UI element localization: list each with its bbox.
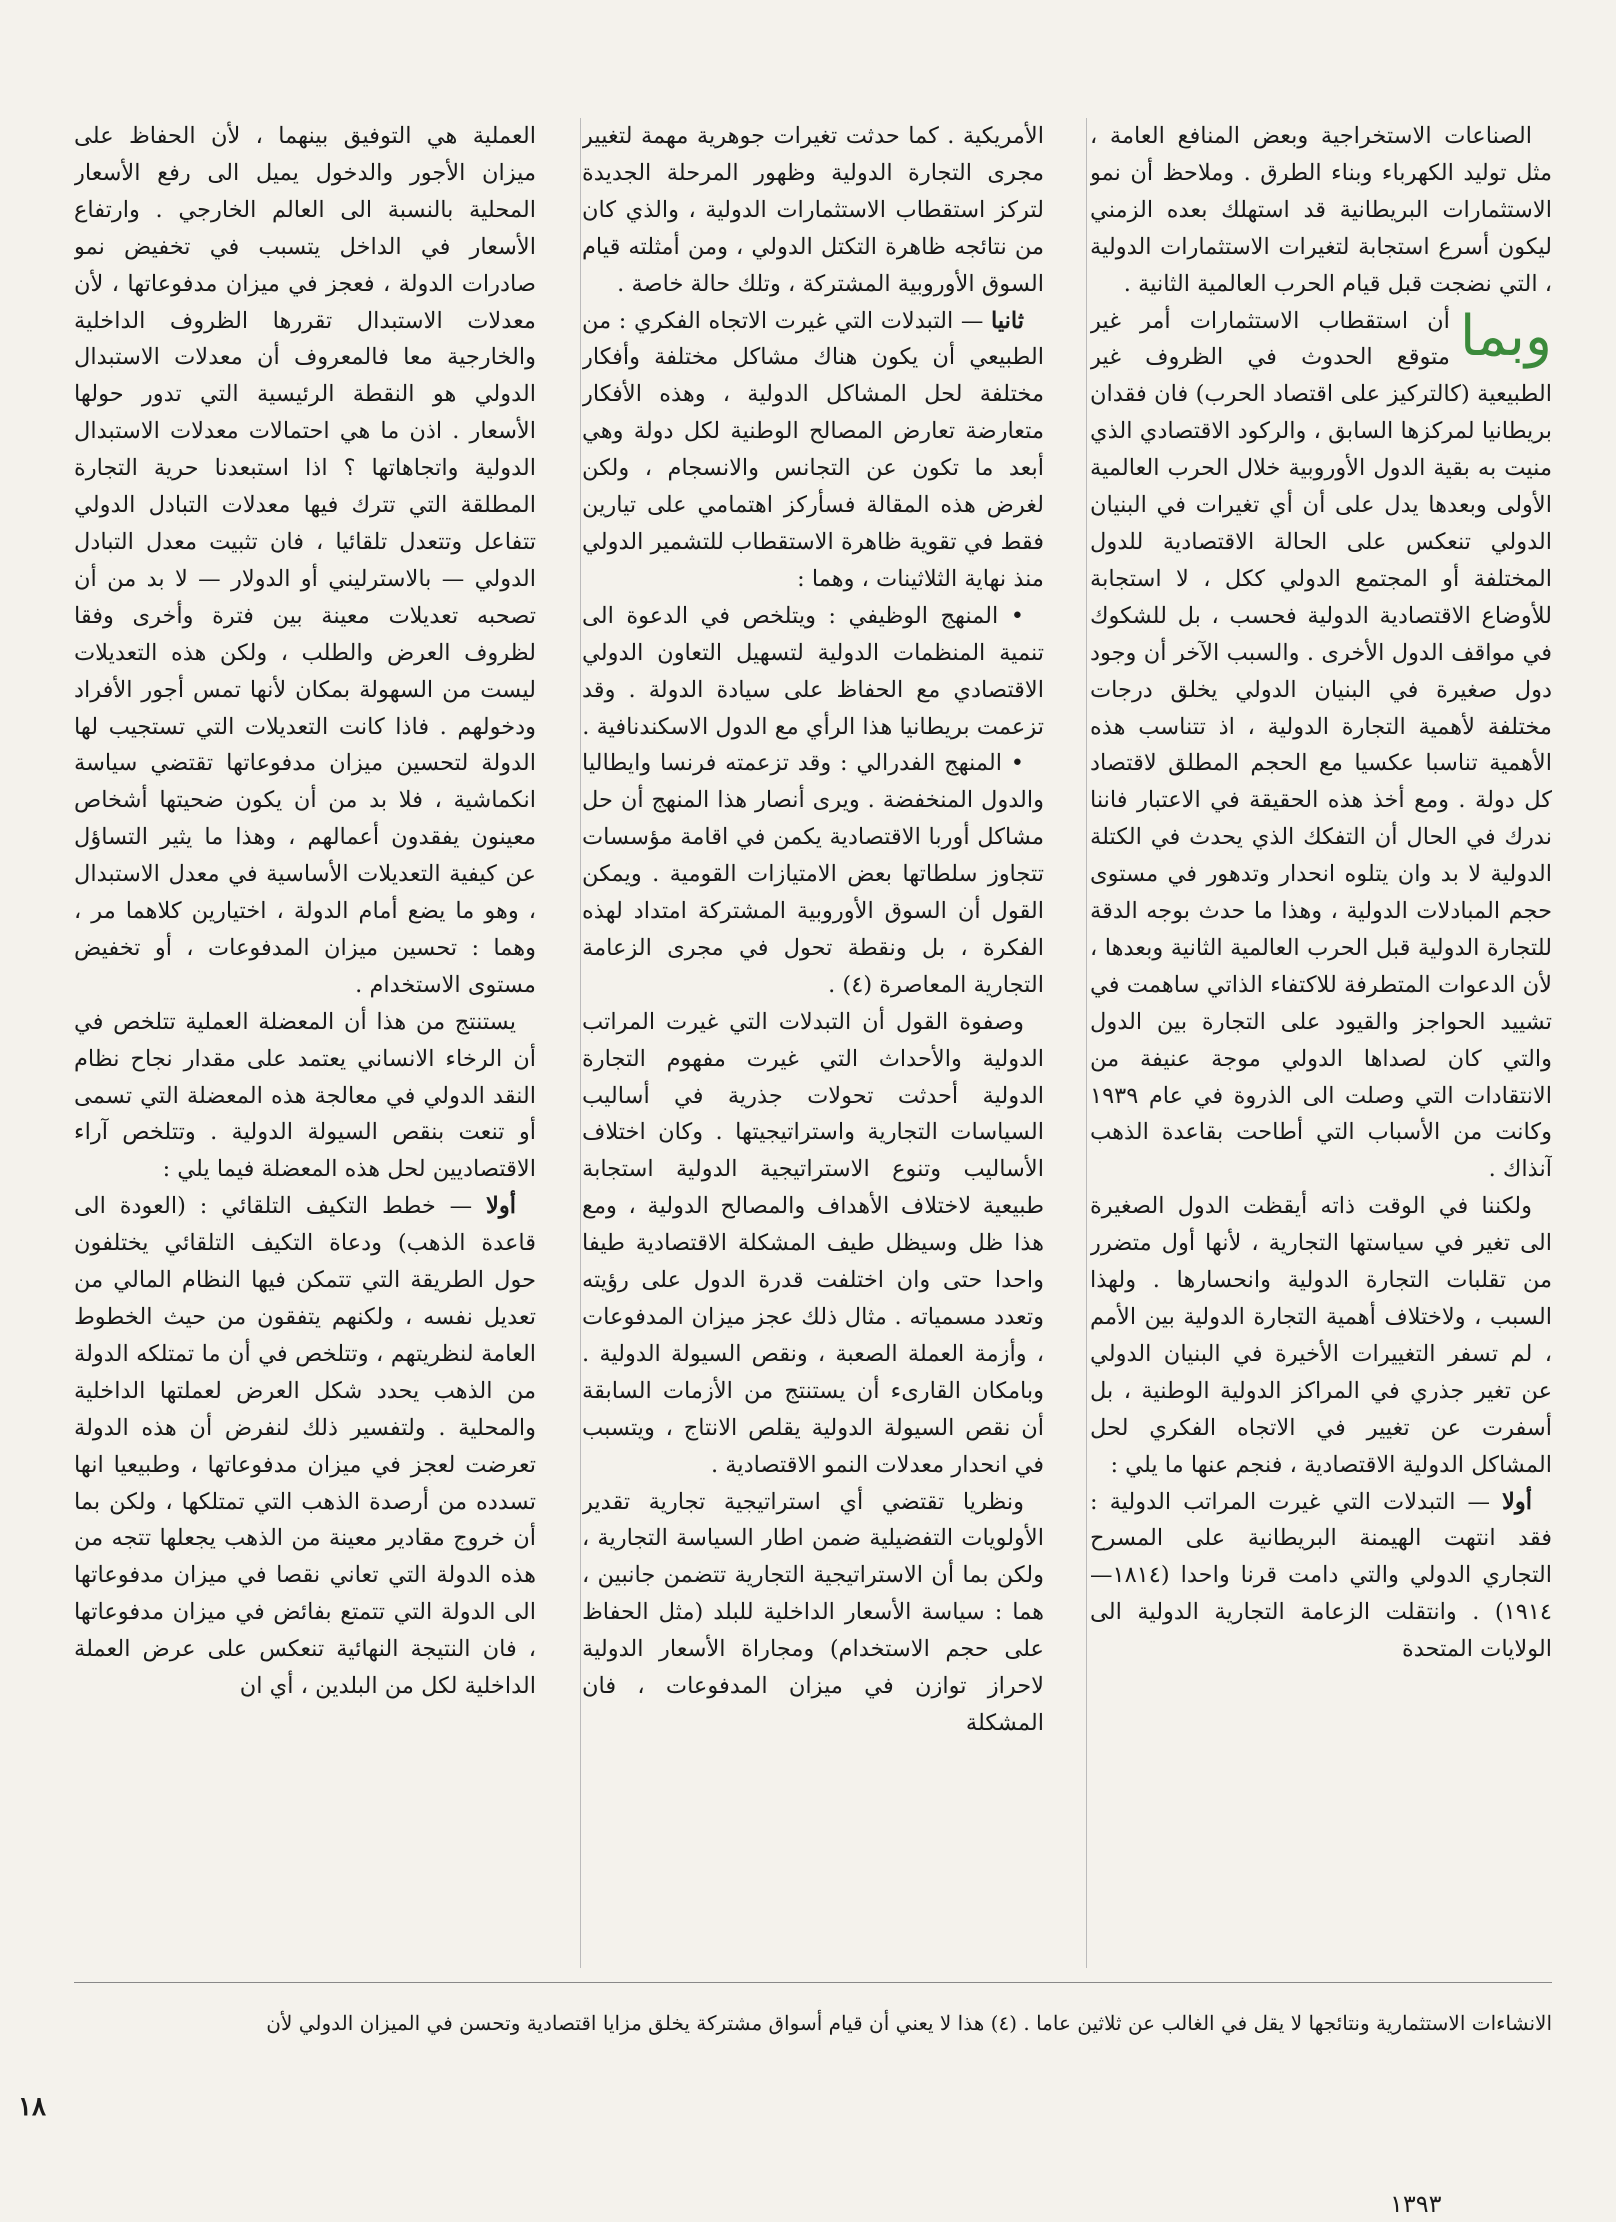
lead-word: أولا: [1502, 1488, 1532, 1515]
paragraph: أولا — التبدلات التي غيرت المراتب الدولية : فقد انتهت الهيمنة البريطانية على المسرح التجاري الدولي والتي دامت قرنا واحدا (١٨١٤—١٩١٤) . وانتقلت الزعامة التجارية الدولية الى الولايات المتحدة: [1090, 1488, 1552, 1663]
paragraph: يستنتج من هذا أن المعضلة العملية تتلخص في أن الرخاء الانساني يعتمد على مقدار نجاح نظام النقد الدولي في معالجة هذه المعضلة التي تسمى أو تنعت بنقص السيولة الدولية . وتتلخص آراء الاقتصاديين لحل هذه المعضلة فيما يلي :: [74, 1008, 536, 1183]
paragraph: العملية هي التوفيق بينهما ، لأن الحفاظ على ميزان الأجور والدخول يميل الى رفع الأسعار المحلية بالنسبة الى العالم الخارجي . وارتفاع الأسعار في الداخل يتسبب في تخفيض نمو صادرات الدولة ، فعجز في ميزان مدفوعاتها ، لأن معدلات الاستبدال تقررها الظروف الداخلية والخارجية معا فالمعروف أن معدلات الاستبدال الدولي هو النقطة الرئيسية التي تدور حولها الأسعار . اذن ما هي احتمالات معدلات الاستبدال الدولية واتجاهاتها ؟ اذا استبعدنا حرية التجارة المطلقة التي تترك فيها معدلات التبادل الدولي تتفاعل وتتعدل تلقائيا ، فان تثبيت معدل التبادل الدولي — بالاسترليني أو الدولار — لا بد من أن تصحبه تعديلات معينة بين فترة وأخرى وفقا لظروف العرض والطلب ، ولكن هذه التعديلات ليست من السهولة بمكان لأنها تمس أجور الأفراد ودخولهم . فاذا كانت التعديلات التي تستجيب لها الدولة لتحسين ميزان مدفوعاتها تقتضي سياسة انكماشية ، فلا بد من أن يكون ضحيتها أشخاص معينون يفقدون أعمالهم ، وهذا ما يثير التساؤل عن كيفية التعديلات الأساسية في معدل الاستبدال ، وهو ما يضع أمام الدولة ، اختيارين كلاهما مر ، وهما : تحسين ميزان المدفوعات ، أو تخفيض مستوى الاستخدام .: [74, 123, 536, 998]
column-right: [1090, 118, 1552, 1966]
drop-initial-word: وبما: [1459, 303, 1552, 369]
column-divider-left: [580, 118, 581, 1968]
article-columns: [74, 118, 1552, 1966]
footnote-rule: [74, 1982, 1552, 1983]
paragraph: الصناعات الاستخراجية وبعض المنافع العامة ، مثل توليد الكهرباء وبناء الطرق . وملاحظ أن نمو الاستثمارات البريطانية قد استهلك بعده الزمني ليكون أسرع استجابة لتغيرات الاستثمارات الدولية ، التي نضجت قبل قيام الحرب العالمية الثانية .: [1090, 123, 1552, 297]
footnote-text: الانشاءات الاستثمارية ونتائجها لا يقل في الغالب عن ثلاثين عاما . (٤) هذا لا يعني أن قيام أسواق مشتركة يخلق مزايا اقتصادية وتحسن في الميزان الدولي لأن: [266, 2011, 1552, 2035]
page-number: ١٨: [18, 2092, 46, 2122]
lead-word: أولا: [486, 1193, 516, 1220]
paragraph: وصفوة القول أن التبدلات التي غيرت المراتب الدولية والأحداث التي غيرت مفهوم التجارة الدولية أحدثت تحولات جذرية في أساليب السياسات التجارية واستراتيجيتها . وكان اختلاف الأساليب وتنوع الاستراتيجية الدولية استجابة طبيعية لاختلاف الأهداف والمصالح الدولية ، ومع هذا ظل وسيظل طيف المشكلة الاقتصادية طيفا واحدا حتى وان اختلفت قدرة الدول على رؤيته وتعدد مسمياته . مثال ذلك عجز ميزان المدفوعات ، وأزمة العملة الصعبة ، ونقص السيولة الدولية . وبامكان القارىء أن يستنتج من الأزمات السابقة أن نقص السيولة الدولية يقلص الانتاج ، ويتسبب في انحدار معدلات النمو الاقتصادية .: [582, 1008, 1044, 1478]
paragraph: ثانيا — التبدلات التي غيرت الاتجاه الفكري : من الطبيعي أن يكون هناك مشاكل مختلفة وأفكار مختلفة لحل المشاكل الدولية ، وهذه الأفكار متعارضة تعارض المصالح الوطنية لكل دولة وهي أبعد ما تكون عن التجانس والانسجام ، ولكن لغرض هذه المقالة فسأركز اهتمامي على تيارين فقط في تقوية ظاهرة الاستقطاب للتشمير الدولي منذ نهاية الثلاثينات ، وهما :: [582, 307, 1044, 592]
paragraph: ولكننا في الوقت ذاته أيقظت الدول الصغيرة الى تغير في سياستها التجارية ، لأنها أول متضرر من تقلبات التجارة الدولية وانحسارها . ولهذا السبب ، ولاختلاف أهمية التجارة الدولية بين الأمم ، لم تسفر التغييرات الأخيرة في البنيان الدولي عن تغير جذري في المراكز الدولية الوطنية ، بل أسفرت عن تغيير في الاتجاه الفكري لحل المشاكل الدولية الاقتصادية ، فنجم عنها ما يلي :: [1090, 1193, 1552, 1478]
paragraph: ونظريا تقتضي أي استراتيجية تجارية تقدير الأولويات التفضيلية ضمن اطار السياسة التجارية ، ولكن بما أن الاستراتيجية التجارية تتضمن جانبين ، هما : سياسة الأسعار الداخلية للبلد (مثل الحفاظ على حجم الاستخدام) ومجاراة الأسعار الدولية لاحراز توازن في ميزان المدفوعات ، فان المشكلة: [582, 1488, 1044, 1736]
paragraph: • المنهج الفدرالي : وقد تزعمته فرنسا وايطاليا والدول المنخفضة . ويرى أنصار هذا المنهج أن حل مشاكل أوربا الاقتصادية يكمن في اقامة مؤسسات تتجاوز سلطاتها بعض الامتيازات القومية . ويمكن القول أن السوق الأوروبية المشتركة امتداد لهذه الفكرة ، بل ونقطة تحول في مجرى الزعامة التجارية المعاصرة (٤) .: [582, 750, 1044, 998]
paragraph: • المنهج الوظيفي : ويتلخص في الدعوة الى تنمية المنظمات الدولية لتسهيل التعاون الدولي الاقتصادي مع الحفاظ على سيادة الدولة . وقد تزعمت بريطانيا هذا الرأي مع الدول الاسكندنافية .: [582, 602, 1044, 740]
paragraph: وبما أن استقطاب الاستثمارات أمر غير متوقع الحدوث في الظروف غير الطبيعية (كالتركيز على اقتصاد الحرب) فان فقدان بريطانيا لمركزها السابق ، والركود الاقتصادي الذي منيت به بقية الدول الأوروبية خلال الحرب العالمية الأولى وبعدها يدل على أن أي تغيرات في البنيان الدولي تنعكس على الحالة الاقتصادية للدول المختلفة أو المجتمع الدولي ككل ، لا استجابة للأوضاع الاقتصادية الدولية فحسب ، بل للشكوك في مواقف الدول الأخرى . والسبب الآخر أن وجود دول صغيرة في البنيان الدولي يخلق درجات مختلفة لأهمية التجارة الدولية ، اذ تتناسب هذه الأهمية تناسبا عكسيا مع الحجم المطلق لاقتصاد كل دولة . ومع أخذ هذه الحقيقة في الاعتبار فاننا ندرك في الحال أن التفكك الذي يحدث في الكتلة الدولية لا بد وان يتلوه انحدار وتدهور في مستوى حجم المبادلات الدولية ، وهذا ما حدث بوجه الدقة للتجارة الدولية قبل الحرب العالمية الثانية وبعدها ، لأن الدعوات المتطرفة للاكتفاء الذاتي ساهمت في تشييد الحواجز والقيود على التجارة بين الدول والتي كان لصداها الدولي موجة عنيفة من الانتقادات التي وصلت الى الذروة في عام ١٩٣٩ وكانت من الأسباب التي أطاحت بقاعدة الذهب آنذاك .: [1090, 303, 1552, 1183]
column-middle: [582, 118, 1044, 1966]
lead-word: ثانيا: [990, 307, 1024, 334]
issue-number: ١٣٩٣: [1390, 2190, 1442, 2218]
paragraph: أولا — خطط التكيف التلقائي : (العودة الى قاعدة الذهب) ودعاة التكيف التلقائي يختلفون حول الطريقة التي تتمكن فيها النظام المالي من تعديل نفسه ، ولكنهم يتفقون من حيث الخطوط العامة لنظريتهم ، وتتلخص في أن ما تمتلكه الدولة من الذهب يحدد شكل العرض لعملتها الداخلية والمحلية . ولتفسير ذلك لنفرض أن هذه الدولة تعرضت لعجز في ميزان مدفوعاتها ، وطبيعيا انها تسدده من أرصدة الذهب التي تمتلكها ، ولكن بما أن خروج مقادير معينة من الذهب يجعلها تتجه من هذه الدولة التي تعاني نقصا في ميزان مدفوعاتها الى الدولة التي تتمتع بفائض في ميزان مدفوعاتها ، فان النتيجة النهائية تنعكس على عرض العملة الداخلية لكل من البلدين ، أي ان: [74, 1193, 536, 1700]
column-divider-right: [1086, 118, 1087, 1968]
column-left: [74, 118, 536, 1966]
paragraph: الأمريكية . كما حدثت تغيرات جوهرية مهمة لتغيير مجرى التجارة الدولية وظهور المرحلة الجديدة لتركز استقطاب الاستثمارات الدولية ، والذي كان من نتائجه ظاهرة التكتل الدولي ، ومن أمثلته قيام السوق الأوروبية المشتركة ، وتلك حالة خاصة .: [582, 123, 1044, 297]
